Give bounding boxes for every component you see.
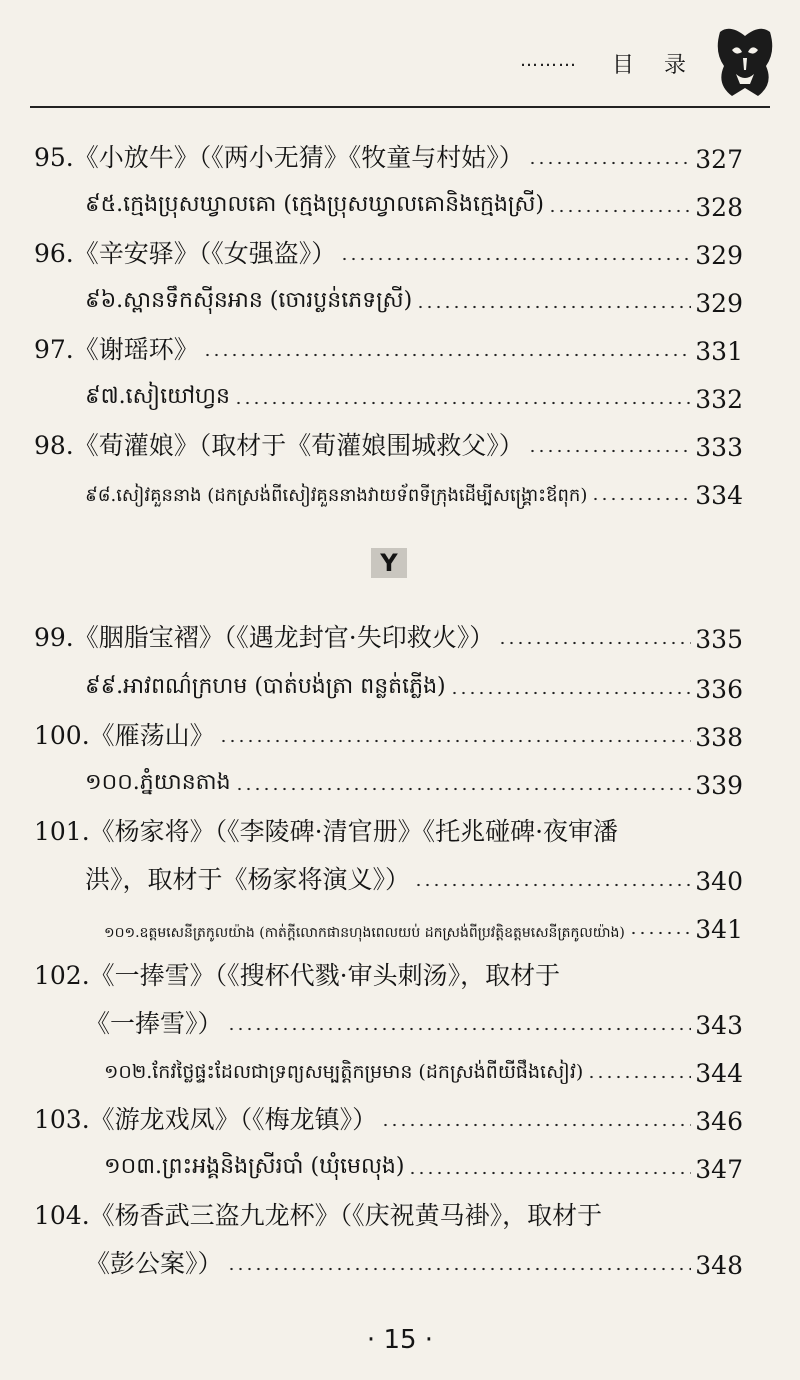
toc-entry-title: 洪》，取材于《杨家将演义》） [85,865,411,894]
toc-entry-page: 335 [695,625,743,654]
leader-dots [219,737,692,745]
toc-entry-page: 329 [695,241,743,270]
leader-dots [414,881,691,889]
toc-entry [0,278,800,318]
toc-entry-page: 328 [695,193,743,222]
toc-entry-page: 339 [695,771,743,800]
toc-entry-title: ១០៣.ព្រះអង្គនិងស្រីរបាំ (ឃុំមេលុង) [104,1154,405,1179]
leader-dots [381,1121,691,1129]
toc-entry-page: 348 [695,1251,743,1280]
toc-entry-page: 334 [695,481,743,510]
toc-entry [0,182,800,222]
leader-dots [416,303,691,311]
toc-entry [0,134,800,174]
toc-entry-page: 338 [695,723,743,752]
leader-dots [408,1169,691,1177]
header-title: 目录 [612,53,717,78]
toc-entry [0,664,800,704]
toc-entry [0,422,800,462]
leader-dots [587,1073,691,1081]
toc-entry [0,760,800,800]
toc-entry [0,614,800,654]
toc-entry-page: 340 [695,867,743,896]
toc-entry-page: 336 [695,675,743,704]
toc-entry-title: 101.《杨家将》（《李陵碑·清官册》《托兆碰碑·夜审潘 [34,817,619,846]
toc-entry-title: 95.《小放牛》（《两小无猜》《牧童与村姑》） [34,143,524,172]
toc-entry [0,1048,800,1088]
section-letter-badge: Y [371,548,407,578]
toc-entry-page: 346 [695,1107,743,1136]
toc-entry-title: 103.《游龙戏凤》（《梅龙镇》） [34,1105,378,1134]
toc-entry-page: 327 [695,145,743,174]
toc-entry [0,470,800,510]
toc-entry-title: ៩៨.សៀវគួននាង (ដកស្រង់ពីសៀវគួននាងវាយទ័ពទីក្រុងដើម្បីសង្គ្រោះឪពុក) [85,485,588,506]
toc-entry [0,1096,800,1136]
leader-dots [450,689,692,697]
toc-entry [0,1144,800,1184]
toc-entry [0,952,800,992]
toc-entry [0,326,800,366]
toc-entry-title: 102.《一捧雪》（《搜杯代戮·审头刺汤》，取材于 [34,961,561,990]
toc-entry [0,374,800,414]
leader-dots [528,159,692,167]
toc-entry-title: ១០០.ភ្នំយានតាង [85,770,231,795]
toc-entry-title: ៩៧.សៀយៅហ្វន [85,384,230,409]
toc-entry-title: 96.《辛安驿》（《女强盗》） [34,239,337,268]
toc-entry-page: 347 [695,1155,743,1184]
page-number: · 15 · [366,1325,434,1355]
toc-entry-title: ៩៥.ក្មេងប្រុសឃ្វាលគោ (ក្មេងប្រុសឃ្វាលគោនិងក្មេងស្រី) [85,192,545,217]
toc-entry-title: 104.《杨香武三盗九龙杯》（《庆祝黄马褂》，取材于 [34,1201,603,1230]
toc-entry-page: 344 [695,1059,743,1088]
leader-dots [227,1265,692,1273]
toc-entry [0,904,800,944]
toc-entry-title: ១០២.កែវថ្លៃផ្ទះដែលជាទ្រព្យសម្បត្តិកម្រមាន (ដកស្រង់ពីយីផឹងសៀវ) [104,1061,584,1083]
leader-dots [498,639,691,647]
toc-entry-page: 329 [695,289,743,318]
leader-dots [235,785,692,793]
toc-entry [0,1000,800,1040]
leader-dots [629,929,691,937]
toc-entry-title: ៩៩.អាវពណ៌ក្រហម (បាត់បង់ត្រា ពន្លត់ភ្លើង) [85,674,446,699]
toc-entry-title: 《彭公案》） [85,1249,223,1278]
leader-dots [203,351,692,359]
toc-entry [0,856,800,896]
leader-dots [340,255,691,263]
toc-entry-page: 343 [695,1011,743,1040]
toc-entry [0,808,800,848]
header-leader-dots: ……… [520,50,577,71]
leader-dots [528,447,692,455]
toc-entry-page: 341 [695,915,743,944]
toc-entry [0,230,800,270]
leader-dots [591,495,691,503]
toc-entry-title: 99.《胭脂宝褶》（《遇龙封官·失印救火》） [34,623,495,652]
toc-entry-title: 97.《谢瑶环》 [34,335,199,364]
toc-entry [0,1240,800,1280]
leader-dots [548,207,691,215]
toc-entry-title: 98.《荀灌娘》（取材于《荀灌娘围城救父》） [34,431,524,460]
toc-entry [0,712,800,752]
toc-entry [0,1192,800,1232]
leader-dots [227,1025,692,1033]
toc-entry-page: 333 [695,433,743,462]
leader-dots [234,399,691,407]
toc-entry-title: ១០១.ឧត្តមសេនីត្រកូលយ៉ាង (កាត់ក្តីលោកផានហុងពេលយប់ ដកស្រង់ពីប្រវត្តិឧត្តមសេនីត្រកូលយ៉ាង) [104,925,625,941]
toc-entry-title: ៩៦.ស្ពានទឹកស៊ីនអាន (ចោរប្លន់ភេទស្រី) [85,288,413,313]
toc-entry-title: 《一捧雪》） [85,1009,223,1038]
toc-entry-title: 100.《雁荡山》 [34,721,215,750]
toc-entry-page: 331 [695,337,743,366]
toc-entry-page: 332 [695,385,743,414]
